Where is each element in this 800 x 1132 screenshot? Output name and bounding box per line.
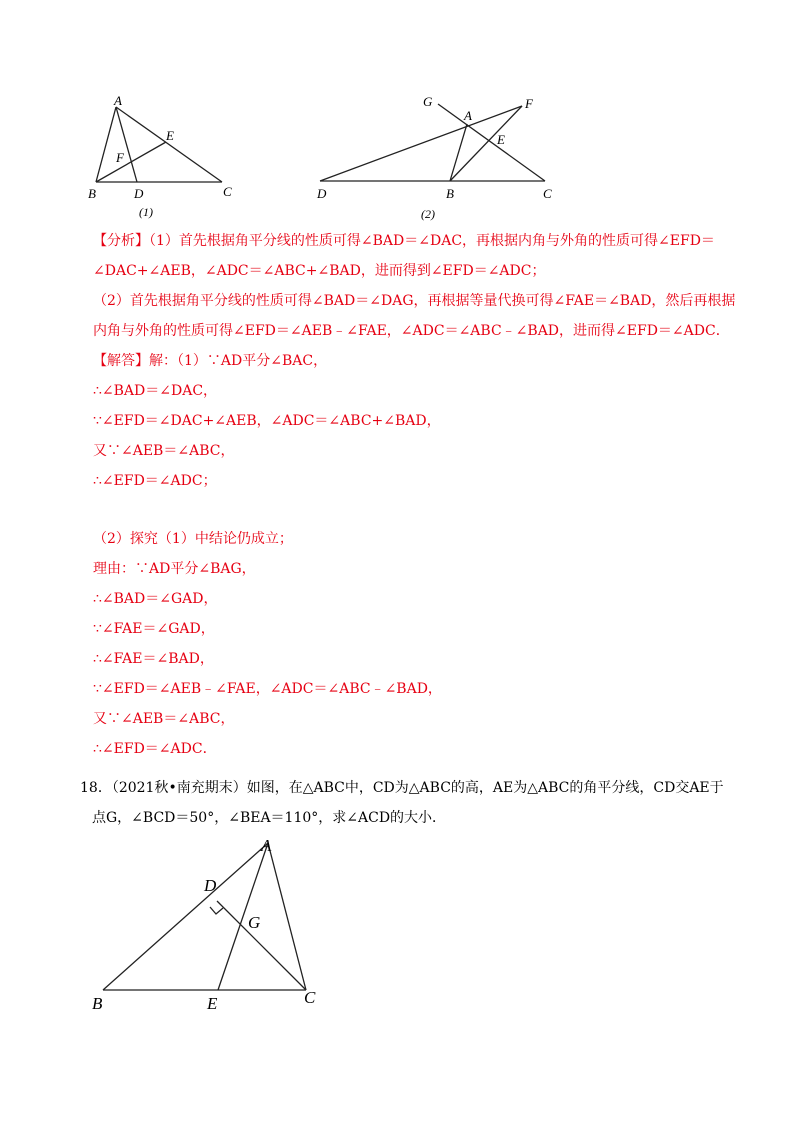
question-line: 点G，∠BCD＝50°，∠BEA＝110°，求∠ACD的大小．: [92, 810, 447, 826]
segment-dc: [217, 901, 306, 990]
answer-line: ∴∠EFD＝∠ADC．: [93, 741, 217, 757]
label-c: C: [223, 184, 232, 199]
segment-df: [320, 106, 522, 181]
segment-ad: [116, 107, 137, 182]
answer-line: 理由：∵AD平分∠BAG，: [93, 561, 256, 577]
segment-ab: [96, 107, 116, 182]
label-f: F: [116, 150, 124, 165]
label-b: B: [446, 186, 454, 201]
label-a: A: [261, 836, 272, 855]
label-a: A: [114, 93, 122, 108]
answer-line: 【解答】解：（1）∵AD平分∠BAC，: [93, 353, 328, 369]
label-d: D: [204, 876, 217, 895]
answer-line: ∴∠BAD＝∠GAD，: [93, 591, 218, 607]
label-b: B: [92, 994, 103, 1013]
answer-line: ∴∠FAE＝∠BAD，: [93, 651, 214, 667]
label-a: A: [464, 108, 472, 123]
question-18: [80, 773, 730, 833]
analysis-line: （2）首先根据角平分线的性质可得∠BAD＝∠DAG，再根据等量代换可得∠FAE＝∠BAD，然后再根据: [93, 293, 736, 309]
analysis-line: 【分析】（1）首先根据角平分线的性质可得∠BAD＝∠DAC，再根据内角与外角的性质可得∠EFD＝: [93, 233, 715, 249]
analysis-line: ∠DAC+∠AEB，∠ADC＝∠ABC+∠BAD，进而得到∠EFD＝∠ADC；: [93, 263, 546, 279]
answer-line: ∵∠FAE＝∠GAD，: [93, 621, 215, 637]
label-g: G: [423, 94, 433, 109]
figure-question-18: [85, 833, 345, 1018]
right-angle-mark: [210, 907, 223, 914]
label-g: G: [248, 913, 261, 932]
segment-ac: [116, 107, 222, 182]
label-c: C: [304, 988, 316, 1007]
analysis-line: 内角与外角的性质可得∠EFD＝∠AEB﹣∠FAE，∠ADC＝∠ABC﹣∠BAD，进而得∠EFD＝∠ADC．: [93, 323, 730, 339]
answer-line: ∵∠EFD＝∠DAC+∠AEB，∠ADC＝∠ABC+∠BAD，: [93, 413, 441, 429]
segment-be: [96, 142, 166, 182]
fig1-caption: (1): [139, 205, 153, 219]
answer-line: 又∵∠AEB＝∠ABC，: [93, 443, 235, 459]
solution-block: [93, 226, 736, 764]
label-b: B: [88, 186, 96, 201]
label-d: D: [317, 186, 327, 201]
label-c: C: [543, 186, 552, 201]
figure-1: [80, 90, 250, 225]
segment-ac: [268, 843, 306, 990]
label-d: D: [134, 186, 144, 201]
label-e: E: [166, 128, 174, 143]
label-e: E: [207, 994, 218, 1013]
answer-line: 又∵∠AEB＝∠ABC，: [93, 711, 235, 727]
label-f: F: [525, 96, 533, 111]
fig2-caption: (2): [421, 207, 435, 221]
label-e: E: [497, 132, 505, 147]
figure-2: [305, 88, 575, 228]
answer-line: ∴∠EFD＝∠ADC；: [93, 473, 217, 489]
answer-line: ∴∠BAD＝∠DAC，: [93, 383, 218, 399]
answer-line: ∵∠EFD＝∠AEB﹣∠FAE，∠ADC＝∠ABC﹣∠BAD，: [93, 681, 442, 697]
question-line: 18．（2021秋•南充期末）如图，在△ABC中，CD为△ABC的高，AE为△ABC的角平分线，CD交AE于: [80, 780, 724, 796]
answer-line: （2）探究（1）中结论仍成立；: [93, 531, 293, 547]
